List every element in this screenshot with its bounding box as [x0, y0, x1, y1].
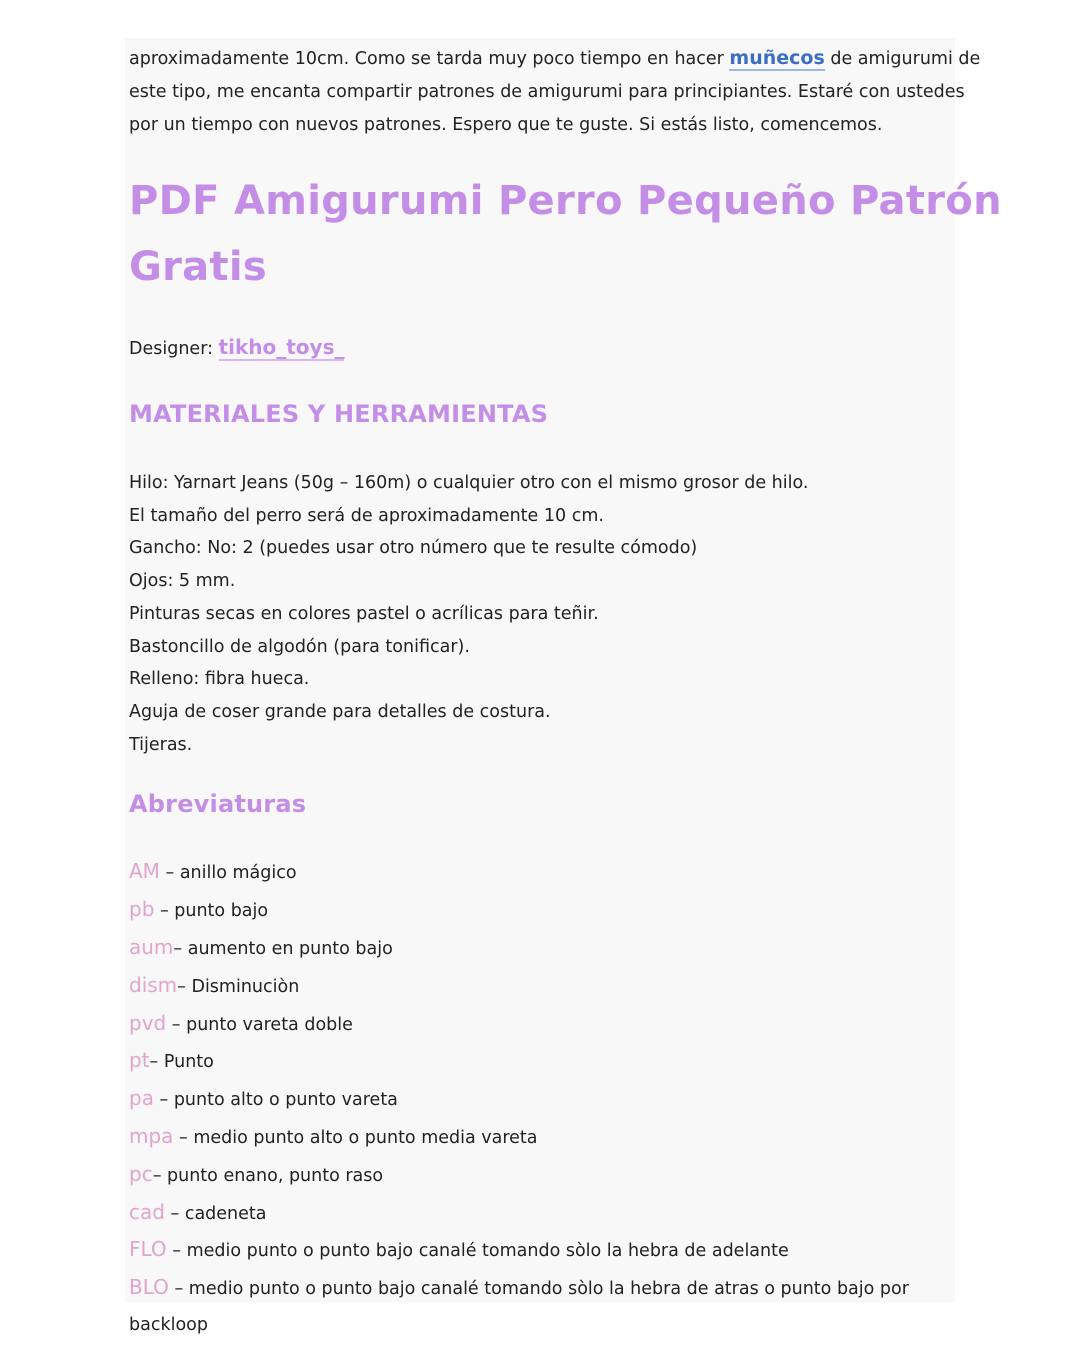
materials-heading: MATERIALES Y HERRAMIENTAS [129, 400, 549, 428]
document-content [129, 42, 1002, 1342]
page-title [129, 168, 1002, 300]
abbreviation-code: mpa [129, 1123, 174, 1148]
abbreviation-item [129, 1119, 959, 1157]
materials-item: Ojos: 5 mm. [129, 571, 236, 592]
abbreviation-code: pb [129, 897, 155, 922]
intro-text-before-link: aproximadamente 10cm. Como se tarda muy poco tiempo en hacer [129, 49, 730, 69]
materials-item: Aguja de coser grande para detalles de costura. [129, 701, 551, 722]
materials-item: Tijeras. [129, 734, 193, 755]
abbreviation-code: AM [129, 859, 160, 884]
materials-item: Hilo: Yarnart Jeans (50g – 160m) o cualquier otro con el mismo grosor de hilo. [129, 473, 809, 493]
abbreviation-description: – aumento en punto bajo [173, 938, 393, 959]
abbreviation-code: BLO [129, 1275, 169, 1300]
abbreviation-description-continued: backloop [129, 1314, 208, 1335]
abbreviation-code: pvd [129, 1010, 167, 1035]
abbreviation-item [129, 1081, 959, 1119]
materials-item: Pinturas secas en colores pastel o acrílicas para teñir. [129, 603, 599, 624]
page-title-line-1: PDF Amigurumi Perro Pequeño Patrón [129, 178, 1002, 224]
abbreviation-item [129, 854, 959, 892]
abbreviation-description: – medio punto o punto bajo canalé tomando sòlo la hebra de adelante [166, 1241, 789, 1262]
materials-item: Relleno: fibra hueca. [129, 669, 310, 690]
abbreviation-code: aum [129, 934, 174, 959]
abbreviation-item [129, 1043, 959, 1081]
materials-item: El tamaño del perro será de aproximadamente 10 cm. [129, 505, 604, 526]
abbreviation-description: – cadeneta [164, 1203, 267, 1224]
abbreviation-description: – punto vareta doble [166, 1014, 353, 1035]
abbreviation-description: – medio punto alto o punto media vareta [173, 1127, 538, 1148]
materials-item: Bastoncillo de algodón (para tonificar). [129, 636, 470, 657]
intro-text-after-link: de amigurumi de [824, 49, 981, 69]
intro-line-3: por un tiempo con nuevos patrones. Espero que te guste. Si estás listo, comencemos. [129, 115, 883, 135]
abbreviation-item [129, 1270, 959, 1342]
abbreviations-list [129, 854, 959, 1342]
abbreviation-item [129, 892, 959, 930]
page-title-line-2: Gratis [129, 244, 267, 290]
abbreviation-item [129, 968, 959, 1006]
abbreviation-item [129, 1157, 959, 1195]
abbreviations-heading: Abreviaturas [129, 790, 307, 819]
intro-line-1 [129, 42, 981, 76]
abbreviation-description: – Disminuciòn [177, 976, 300, 997]
abbreviation-description: – punto enano, punto raso [152, 1165, 384, 1186]
abbreviation-code: FLO [129, 1237, 167, 1262]
abbreviation-code: pt [129, 1048, 150, 1073]
abbreviation-code: dism [129, 972, 178, 997]
intro-line-2: este tipo, me encanta compartir patrones de amigurumi para principiantes. Estaré con ustedes [129, 82, 965, 102]
materials-list [129, 467, 959, 761]
designer-label: Designer: [129, 339, 219, 359]
materials-item: Gancho: No: 2 (puedes usar otro número que te resulte cómodo) [129, 538, 698, 559]
abbreviation-code: pa [129, 1086, 154, 1111]
abbreviation-code: pc [129, 1161, 153, 1186]
abbreviation-description: – Punto [149, 1052, 214, 1073]
abbreviation-description: – anillo mágico [159, 863, 297, 884]
abbreviation-item [129, 930, 959, 968]
abbreviation-description: – medio punto o punto bajo canalé tomando sòlo la hebra de atras o punto bajo por [168, 1279, 909, 1300]
abbreviation-item [129, 1195, 959, 1233]
abbreviation-description: – punto alto o punto vareta [153, 1090, 398, 1111]
abbreviation-code: cad [129, 1199, 165, 1224]
designer-link[interactable]: tikho_toys_ [218, 335, 345, 359]
abbreviation-item [129, 1006, 959, 1044]
abbreviation-description: – punto bajo [154, 901, 269, 922]
munecos-link[interactable]: muñecos [729, 47, 825, 69]
abbreviation-item [129, 1232, 959, 1270]
designer-credit [129, 332, 959, 364]
intro-paragraph [129, 42, 981, 142]
